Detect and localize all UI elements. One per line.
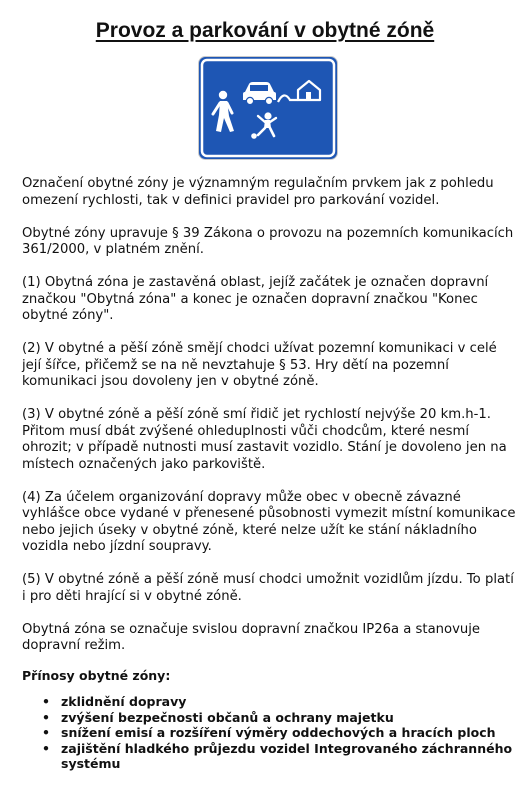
paragraph: Obytné zóny upravuje § 39 Zákona o provozu na pozemních komunikacích 361/2000, v platném znění. <box>22 225 514 257</box>
list-item-text: zklidnění dopravy <box>61 694 187 709</box>
body-text <box>22 176 517 671</box>
list-item <box>22 710 517 726</box>
paragraph: Obytná zóna se označuje svislou dopravní značkou IP26a a stanovuje dopravní režim. <box>22 621 481 653</box>
paragraph: (4) Za účelem organizování dopravy může obec v obecně závazné vyhlášce obce vydané v přenesené působnosti vymezit místní komunikace nebo jejich úseky v obytné zóně, které nelze užít ke stání nákladního vozidla nebo jízdní soupravy. <box>22 489 516 554</box>
list-item <box>22 725 517 741</box>
benefits-list <box>22 694 517 772</box>
bullet-icon: • <box>42 709 50 725</box>
paragraph: (2) V obytné a pěší zóně smějí chodci užívat pozemní komunikaci v celé její šířce, přičemž se na ně nevztahuje § 53. Hry dětí na pozemní komunikaci jsou dovoleny jen v obytné zóně. <box>22 341 497 389</box>
residential-zone-sign-ip26a <box>198 56 338 160</box>
paragraph: Označení obytné zóny je významným regulačním prvkem jak z pohledu omezení rychlosti, tak v definici pravidel pro parkování vozidel. <box>22 176 494 208</box>
paragraph: (5) V obytné zóně a pěší zóně musí chodci umožnit vozidlům jízdu. To platí i pro děti hrající si v obytné zóně. <box>22 572 514 604</box>
list-item <box>22 741 517 772</box>
benefits-heading: Přínosy obytné zóny: <box>22 668 171 683</box>
paragraph: (3) V obytné zóně a pěší zóně smí řidič jet rychlostí nejvýše 20 km.h-1. Přitom musí dbát zvýšené ohleduplnosti vůči chodcům, které nesmí ohrozit; v případě nutnosti musí zastavit vozidlo. Stání je dovoleno jen na místech označených jako parkoviště. <box>22 407 507 472</box>
list-item-text: zvýšení bezpečnosti občanů a ochrany majetku <box>61 709 394 725</box>
bullet-icon: • <box>42 694 50 709</box>
paragraph: (1) Obytná zóna je zastavěná oblast, jejíž začátek je označen dopravní značkou "Obytná zóna" a konec je označen dopravní značkou "Konec obytné zóny". <box>22 275 489 323</box>
residential-zone-sign-icon <box>198 56 338 160</box>
list-item-text: zajištění hladkého průjezdu vozidel Integrovaného záchranného systému <box>61 740 513 771</box>
bullet-icon: • <box>42 725 50 740</box>
list-item-text: snížení emisí a rozšíření výměry oddechových a hracích ploch <box>61 725 496 740</box>
list-item <box>22 694 517 710</box>
bullet-icon: • <box>42 740 50 756</box>
page-title: Provoz a parkování v obytné zóně <box>95 19 435 42</box>
